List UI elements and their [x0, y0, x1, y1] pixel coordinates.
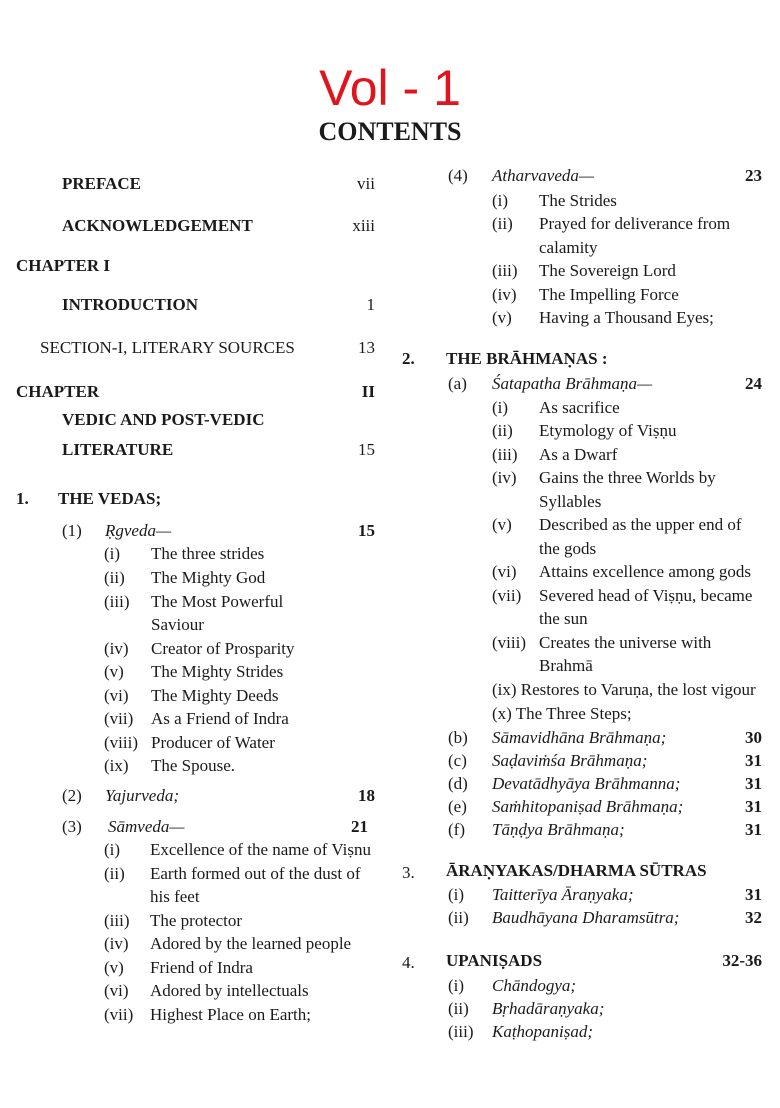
list-item-number: (iv): [104, 639, 129, 658]
brahmana-letter: (f): [448, 820, 465, 839]
list-item: calamity: [539, 238, 598, 257]
atharvaveda-number: (4): [448, 166, 468, 185]
brahmana-letter: (e): [448, 797, 467, 816]
brahmana-title: Saḍaviṁśa Brāhmaṇa;: [492, 751, 648, 770]
satapatha-page: 24: [745, 374, 762, 393]
list-item-number: (v): [104, 958, 124, 977]
list-item-number: (v): [104, 662, 124, 681]
list-item-number: (vii): [104, 709, 134, 728]
list-item: Highest Place on Earth;: [150, 1005, 311, 1024]
list-item: The Mighty Deeds: [151, 686, 279, 705]
list-item-number: (ix): [104, 756, 129, 775]
list-item: (ix) Restores to Varuṇa, the lost vigour: [492, 680, 756, 699]
chapter-2-title-line2: LITERATURE: [62, 440, 174, 459]
brahmana-page: 31: [745, 820, 762, 839]
list-item: As a Friend of Indra: [151, 709, 289, 728]
list-item: Having a Thousand Eyes;: [539, 308, 714, 327]
upanisads-number: 4.: [402, 953, 415, 972]
aranyaka-number: (i): [448, 885, 465, 904]
brahmana-title: Saṁhitopaniṣad Brāhmaṇa;: [492, 797, 684, 816]
volume-title: Vol - 1: [319, 60, 461, 116]
list-item: Etymology of Viṣṇu: [539, 421, 677, 440]
brahmana-letter: (b): [448, 728, 468, 747]
list-item: Brahmā: [539, 656, 593, 675]
brahmana-letter: (d): [448, 774, 468, 793]
list-item-number: (vii): [104, 1005, 134, 1024]
list-item: Syllables: [539, 492, 602, 511]
aranyakas-number: 3.: [402, 863, 415, 882]
list-item: Attains excellence among gods: [539, 562, 751, 581]
list-item: Excellence of the name of Viṣnu: [150, 840, 371, 859]
upanisads-heading: UPANIṢADS: [446, 951, 543, 970]
list-item: Prayed for deliverance from: [539, 214, 731, 233]
list-item: The Mighty Strides: [151, 662, 284, 681]
satapatha-letter: (a): [448, 374, 467, 393]
list-item-number: (iii): [104, 911, 130, 930]
preface-label: PREFACE: [62, 174, 142, 193]
upanisad-title: Kaṭhopaniṣad;: [492, 1022, 594, 1041]
list-item-number: (ii): [492, 421, 513, 440]
list-item: Earth formed out of the dust of: [150, 864, 361, 883]
list-item: the gods: [539, 539, 597, 558]
samveda-page: 21: [351, 817, 368, 836]
section-1-label: SECTION-I, LITERARY SOURCES: [40, 338, 295, 357]
list-item-number: (viii): [492, 633, 526, 652]
list-item-number: (vi): [104, 981, 129, 1000]
list-item: The three strides: [151, 544, 265, 563]
upanisad-title: Bṛhadāraṇyaka;: [492, 999, 605, 1018]
upanisad-number: (ii): [448, 999, 469, 1018]
list-item-number: (v): [492, 308, 512, 327]
list-item-number: (vii): [492, 586, 522, 605]
brahmanas-number: 2.: [402, 349, 415, 368]
list-item-number: (iii): [104, 592, 130, 611]
list-item: Producer of Water: [151, 733, 275, 752]
chapter-2-heading: CHAPTER: [16, 382, 100, 401]
list-item: Described as the upper end of: [539, 515, 742, 534]
list-item: The Strides: [539, 191, 617, 210]
section-1-page: 13: [358, 338, 375, 357]
list-item: Creator of Prosparity: [151, 639, 295, 658]
yajurveda-number: (2): [62, 786, 82, 805]
acknowledgement-page: xiii: [352, 216, 375, 235]
aranyaka-title: Taitterīya Āraṇyaka;: [492, 885, 634, 904]
list-item: Saviour: [151, 615, 204, 634]
chapter-2-title-line1: VEDIC AND POST-VEDIC: [62, 410, 265, 429]
brahmana-page: 30: [745, 728, 762, 747]
list-item-number: (i): [104, 544, 121, 563]
atharvaveda-page: 23: [745, 166, 762, 185]
upanisad-number: (i): [448, 976, 465, 995]
brahmana-title: Sāmavidhāna Brāhmaṇa;: [492, 728, 667, 747]
list-item-number: (ii): [104, 568, 125, 587]
brahmanas-heading: THE BRĀHMAṆAS :: [446, 349, 608, 368]
rgveda-title: Ṛgveda—: [105, 521, 172, 540]
samveda-number: (3): [62, 817, 82, 836]
aranyakas-heading: ĀRAṆYAKAS/DHARMA SŪTRAS: [446, 861, 707, 880]
list-item-number: (vi): [492, 562, 517, 581]
aranyaka-page: 32: [745, 908, 762, 927]
upanisad-title: Chāndogya;: [492, 976, 577, 995]
list-item: The Impelling Force: [539, 285, 679, 304]
list-item-number: (i): [104, 840, 121, 859]
list-item-number: (iv): [104, 934, 129, 953]
rgveda-page: 15: [358, 521, 375, 540]
chapter-2-number: II: [361, 382, 375, 401]
list-item: Severed head of Viṣṇu, became: [539, 586, 753, 605]
brahmana-letter: (c): [448, 751, 467, 770]
brahmana-title: Tāṇḍya Brāhmaṇa;: [492, 820, 625, 839]
list-item: As sacrifice: [539, 398, 620, 417]
list-item-number: (iii): [492, 261, 518, 280]
list-item: The Most Powerful: [151, 592, 284, 611]
list-item: The Sovereign Lord: [539, 261, 676, 280]
preface-page: vii: [357, 174, 375, 193]
introduction-page: 1: [366, 295, 375, 314]
list-item: his feet: [150, 887, 200, 906]
list-item: Adored by the learned people: [150, 934, 352, 953]
list-item: Creates the universe with: [539, 633, 712, 652]
list-item-number: (iii): [492, 445, 518, 464]
aranyaka-number: (ii): [448, 908, 469, 927]
list-item: (x) The Three Steps;: [492, 704, 632, 723]
list-item: As a Dwarf: [539, 445, 618, 464]
brahmana-title: Devatādhyāya Brāhmanna;: [492, 774, 681, 793]
list-item: the sun: [539, 609, 588, 628]
rgveda-number: (1): [62, 521, 82, 540]
brahmana-page: 31: [745, 797, 762, 816]
list-item-number: (v): [492, 515, 512, 534]
list-item-number: (i): [492, 398, 509, 417]
list-item-number: (vi): [104, 686, 129, 705]
list-item-number: (iv): [492, 285, 517, 304]
chapter-1-heading: CHAPTER I: [16, 256, 110, 275]
upanisads-page: 32-36: [722, 951, 762, 970]
brahmana-page: 31: [745, 774, 762, 793]
chapter-2-page: 15: [358, 440, 375, 459]
satapatha-title: Śatapatha Brāhmaṇa—: [492, 374, 653, 393]
list-item: Adored by intellectuals: [150, 981, 309, 1000]
atharvaveda-title: Atharvaveda—: [492, 166, 594, 185]
samveda-title: Sāmveda—: [108, 817, 185, 836]
yajurveda-page: 18: [358, 786, 375, 805]
aranyaka-page: 31: [745, 885, 762, 904]
vedas-number: 1.: [16, 489, 29, 508]
aranyaka-title: Baudhāyana Dharamsūtra;: [492, 908, 680, 927]
introduction-label: INTRODUCTION: [62, 295, 199, 314]
upanisad-number: (iii): [448, 1022, 474, 1041]
list-item-number: (i): [492, 191, 509, 210]
yajurveda-title: Yajurveda;: [105, 786, 179, 805]
list-item: Friend of Indra: [150, 958, 253, 977]
acknowledgement-label: ACKNOWLEDGEMENT: [62, 216, 253, 235]
list-item: Gains the three Worlds by: [539, 468, 716, 487]
list-item-number: (iv): [492, 468, 517, 487]
brahmana-page: 31: [745, 751, 762, 770]
list-item: The Mighty God: [151, 568, 266, 587]
list-item-number: (ii): [492, 214, 513, 233]
contents-heading: CONTENTS: [318, 117, 462, 146]
list-item: The Spouse.: [151, 756, 236, 775]
vedas-heading: THE VEDAS;: [58, 489, 162, 508]
list-item-number: (viii): [104, 733, 138, 752]
list-item: The protector: [150, 911, 243, 930]
list-item-number: (ii): [104, 864, 125, 883]
